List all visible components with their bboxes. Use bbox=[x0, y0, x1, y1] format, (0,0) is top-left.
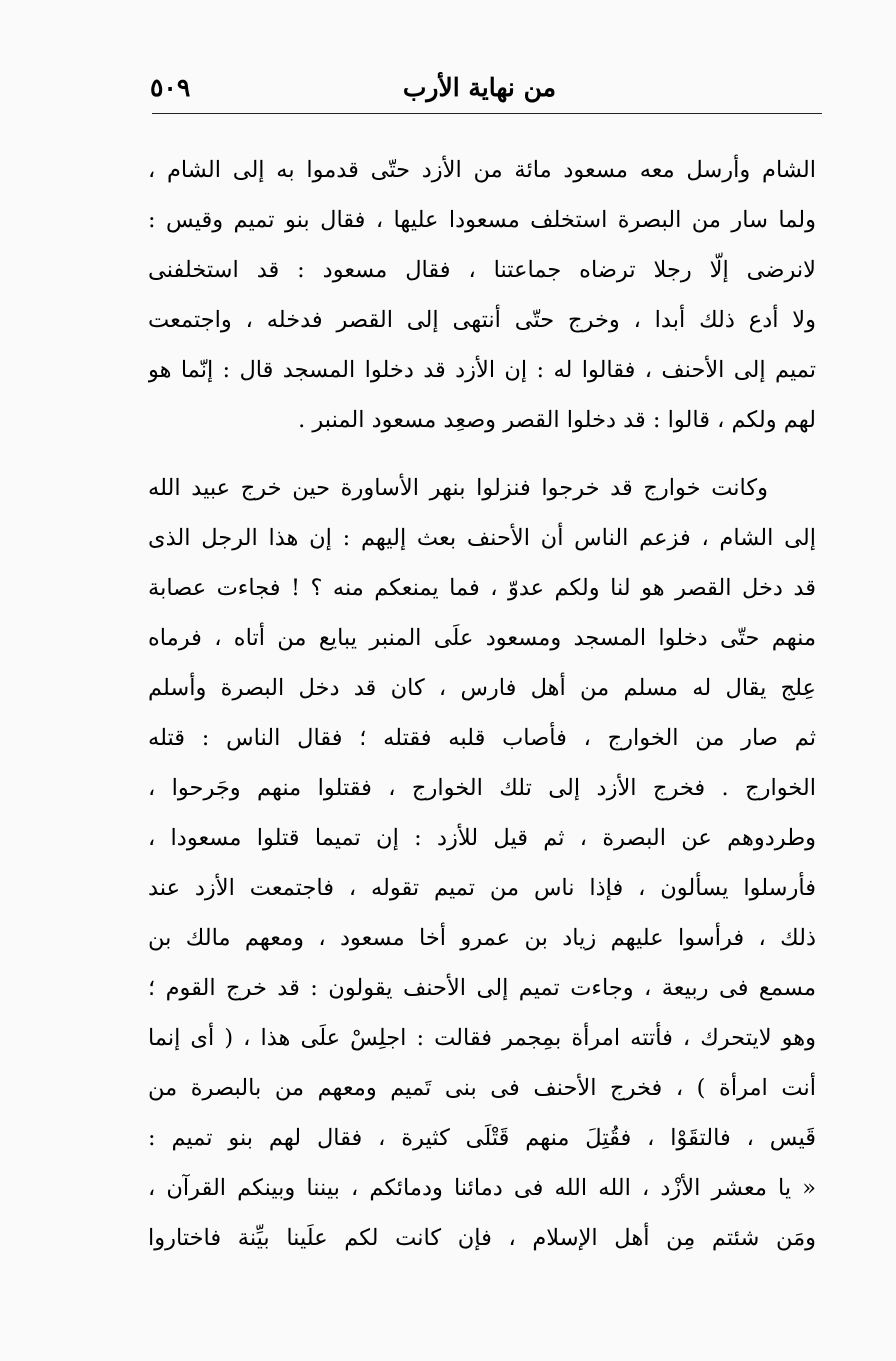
text-line: فأرسلوا يسألون ، فإذا ناس من تميم تقوله ، فاجتمعت الأزد عند bbox=[148, 875, 816, 901]
text-line: أنت امرأة ) ، فخرج الأحنف فى بنى تَميم ومعهم من بالبصرة من bbox=[148, 1075, 816, 1101]
page-header bbox=[150, 68, 822, 108]
paragraph bbox=[148, 145, 816, 445]
running-title: من نهاية الأرب bbox=[402, 73, 556, 102]
text-line: مسمع فى ربيعة ، وجاءت تميم إلى الأحنف يقولون : قد خرج القوم ؛ bbox=[148, 975, 816, 1001]
text-line: وهو لايتحرك ، فأتته امرأة بمِجمر فقالت : اجلِسْ علَى هذا ، ( أى إنما bbox=[148, 1025, 816, 1051]
text-line: ومَن شئتم مِن أهل الإسلام ، فإن كانت لكم علَينا بيِّنة فاختاروا bbox=[148, 1225, 816, 1251]
text-line: منهم حتّى دخلوا المسجد ومسعود علَى المنبر يبايع من أتاه ، فرماه bbox=[148, 625, 816, 651]
text-line: الشام وأرسل معه مسعود مائة من الأزد حتّى قدموا به إلى الشام ، bbox=[148, 157, 816, 183]
text-line: لهم ولكم ، قالوا : قد دخلوا القصر وصعِد مسعود المنبر . bbox=[298, 407, 816, 433]
text-line: الخوارج . فخرج الأزد إلى تلك الخوارج ، فقتلوا منهم وجَرحوا ، bbox=[148, 775, 816, 801]
header-rule bbox=[152, 113, 822, 114]
text-line: وكانت خوارج قد خرجوا فنزلوا بنهر الأساورة حين خرج عبيد الله bbox=[148, 475, 768, 501]
text-line: قد دخل القصر هو لنا ولكم عدوّ ، فما يمنعكم منه ؟ ! فجاءت عصابة bbox=[148, 575, 816, 601]
text-line: وطردوهم عن البصرة ، ثم قيل للأزد : إن تميما قتلوا مسعودا ، bbox=[148, 825, 816, 851]
text-line: قَيس ، فالتقَوْا ، فقُتِلَ منهم قَتْلَى كثيرة ، فقال لهم بنو تميم : bbox=[148, 1125, 816, 1151]
text-line: ذلك ، فرأسوا عليهم زياد بن عمرو أخا مسعود ، ومعهم مالك بن bbox=[148, 925, 816, 951]
text-line: لانرضى إلّا رجلا ترضاه جماعتنا ، فقال مسعود : قد استخلفنى bbox=[148, 257, 816, 283]
text-line: ولما سار من البصرة استخلف مسعودا عليها ، فقال بنو تميم وقيس : bbox=[148, 207, 816, 233]
paragraph-gap bbox=[148, 445, 816, 463]
text-line: ثم صار من الخوارج ، فأصاب قلبه فقتله ؛ فقال الناس : قتله bbox=[148, 725, 816, 751]
text-line: إلى الشام ، فزعم الناس أن الأحنف بعث إليهم : إن هذا الرجل الذى bbox=[148, 525, 816, 551]
paragraph bbox=[148, 463, 816, 1263]
text-line: « يا معشر الأزْد ، الله الله فى دمائنا ودمائكم ، بيننا وبينكم القرآن ، bbox=[148, 1175, 816, 1201]
page-number: ٥٠٩ bbox=[150, 73, 191, 102]
text-line: تميم إلى الأحنف ، فقالوا له : إن الأزد قد دخلوا المسجد قال : إنّما هو bbox=[148, 357, 816, 383]
text-line: عِلج يقال له مسلم من أهل فارس ، كان قد دخل البصرة وأسلم bbox=[148, 675, 816, 701]
body-text bbox=[148, 145, 816, 1263]
text-line: ولا أدع ذلك أبدا ، وخرج حتّى أنتهى إلى القصر فدخله ، واجتمعت bbox=[148, 307, 816, 333]
